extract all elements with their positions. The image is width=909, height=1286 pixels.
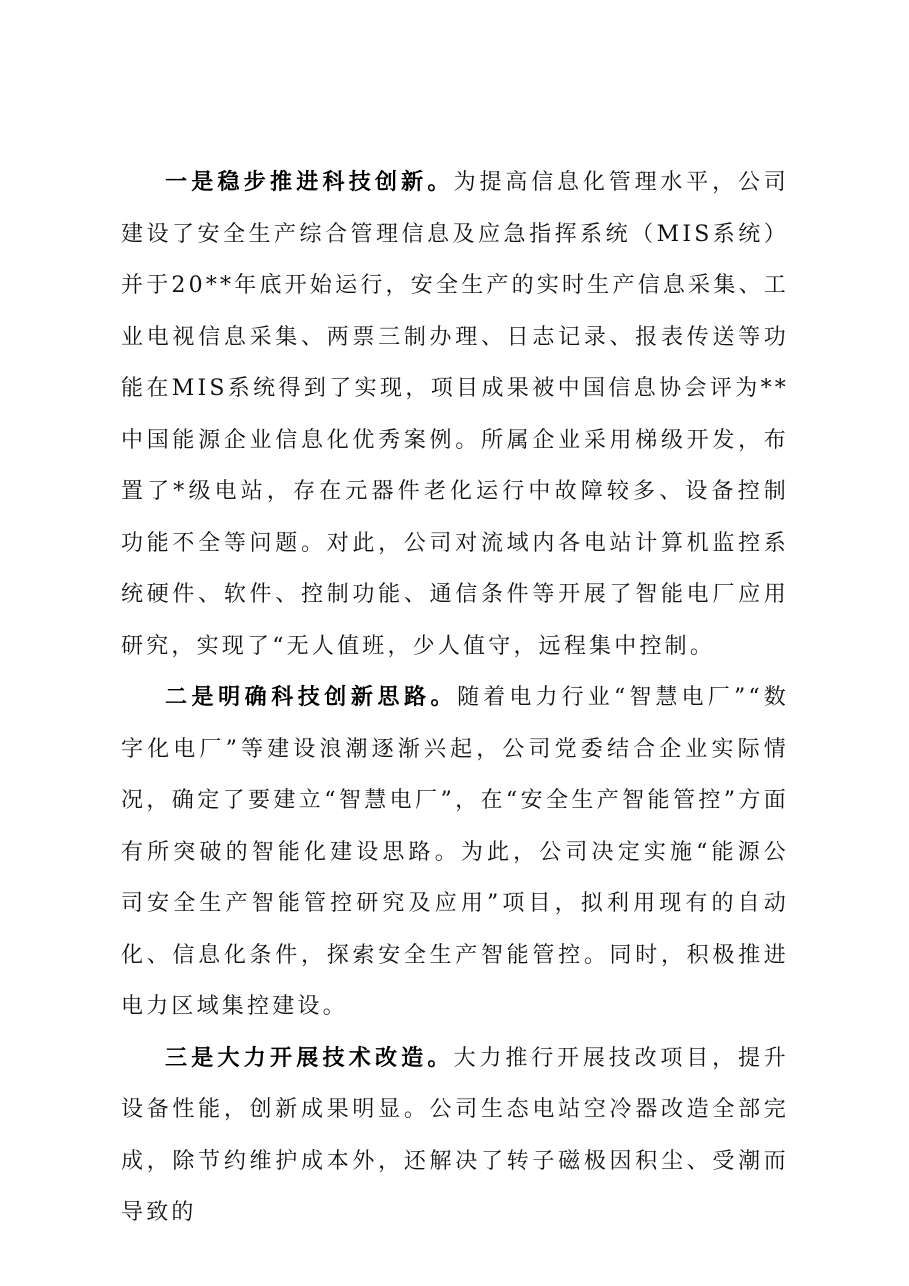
paragraph-lead-heading: 一是稳步推进科技创新。	[165, 170, 454, 195]
paragraph-lead-heading: 三是大力开展技术改造。	[165, 1045, 454, 1071]
paragraph-body-text: 为提高信息化管理水平，公司建设了安全生产综合管理信息及应急指挥系统（MIS系统）并于20**年底开始运行，安全生产的实时生产信息采集、工业电视信息采集、两票三制办理、日志记录、报表传送等功能在MIS系统得到了实现，项目成果被中国信息协会评为**中国能源企业信息化优秀案例。所属企业采用梯级开发，布置了*级电站，存在元器件老化运行中故障较多、设备控制功能不全等问题。对此，公司对流域内各电站计算机监控系统硬件、软件、控制功能、通信条件等开展了智能电厂应用研究，实现了“无人值班，少人值守，远程集中控制。	[121, 170, 789, 659]
paragraph-tech-innovation	[121, 157, 789, 672]
paragraph-technical-renovation	[121, 1033, 789, 1239]
paragraph-body-text: 大力推行开展技改项目，提升设备性能，创新成果明显。公司生态电站空冷器改造全部完成，除节约维护成本外，还解决了转子磁极因积尘、受潮而导致的	[121, 1045, 789, 1225]
paragraph-innovation-approach	[121, 672, 789, 1033]
document-body	[121, 157, 789, 1239]
paragraph-lead-heading: 二是明确科技创新思路。	[165, 685, 458, 710]
paragraph-body-text: 随着电力行业“智慧电厂”“数字化电厂”等建设浪潮逐渐兴起，公司党委结合企业实际情况，确定了要建立“智慧电厂”，在“安全生产智能管控”方面有所突破的智能化建设思路。为此，公司决定实施“能源公司安全生产智能管控研究及应用”项目，拟利用现有的自动化、信息化条件，探索安全生产智能管控。同时，积极推进电力区域集控建设。	[121, 685, 790, 1019]
